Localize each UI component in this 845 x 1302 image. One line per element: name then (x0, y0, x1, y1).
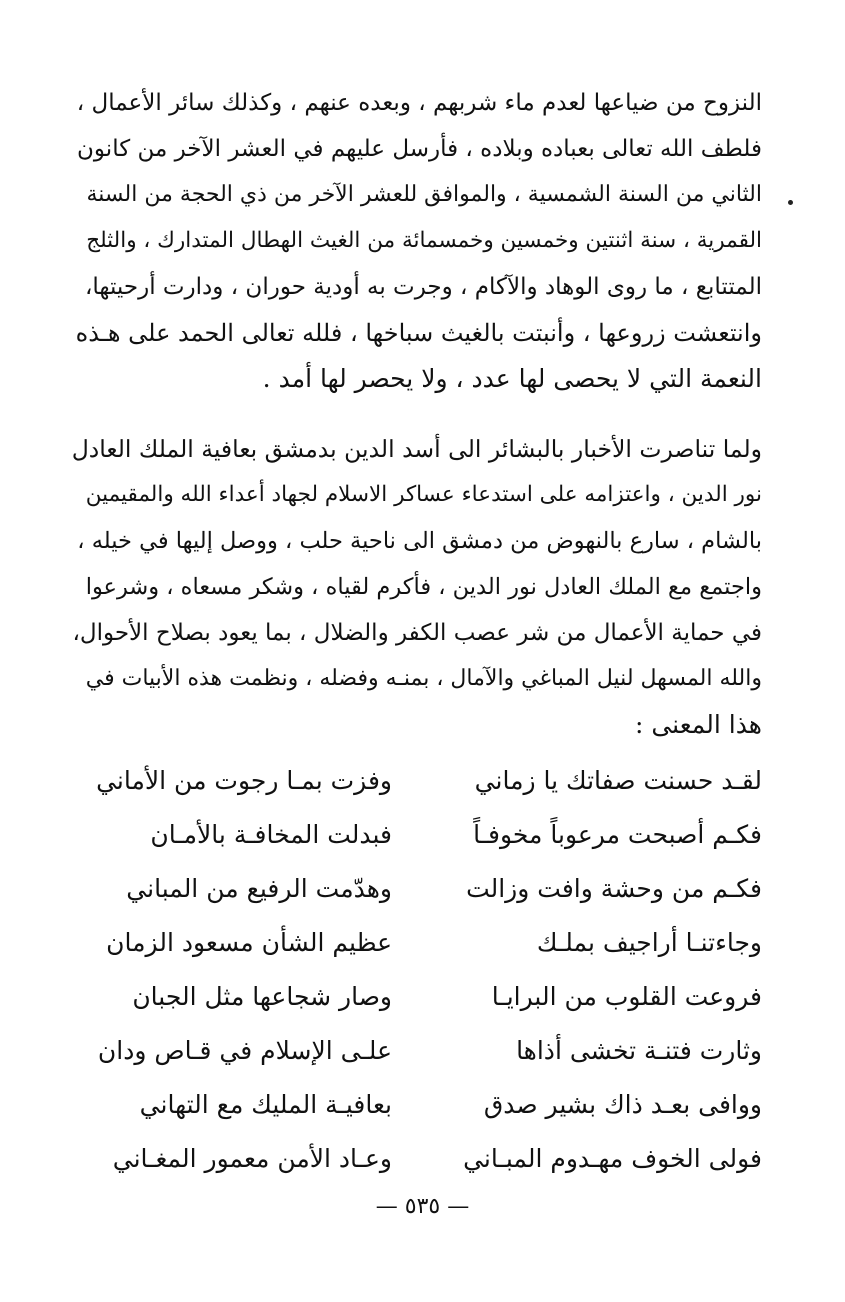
verse-first-hemistich: وثارت فتنـة تخشى أذاها (516, 1036, 762, 1065)
paragraph-2 (72, 426, 762, 748)
text-line: المتتابع ، ما روى الوهاد والآكام ، وجرت به أودية حوران ، ودارت أرحيتها، (84, 274, 762, 300)
verse-first-hemistich: فكـم من وحشة وافت وزالت (466, 874, 762, 903)
margin-dot (788, 200, 793, 205)
text-line: بالشام ، سارع بالنهوض من دمشق الى ناحية حلب ، ووصل إليها في خيله ، (77, 528, 762, 554)
text-line: هذا المعنى : (634, 710, 762, 739)
text-line: فلطف الله تعالى بعباده وبلاده ، فأرسل عليهم في العشر الآخر من كانون (77, 136, 762, 162)
verse-second-hemistich: عظيم الشأن مسعود الزمان (106, 928, 392, 957)
verse-first-hemistich: ووافى بعـد ذاك بشير صدق (483, 1090, 762, 1119)
text-line: نور الدين ، واعتزامه على استدعاء عساكر الاسلام لجهاد أعداء الله والمقيمين (85, 482, 762, 507)
verse-first-hemistich: وجاءتنـا أراجيف بملـك (536, 928, 762, 957)
poem-verse (72, 754, 762, 808)
verse-first-hemistich: فولى الخوف مهـدوم المبـاني (463, 1144, 762, 1173)
verse-second-hemistich: علـى الإسلام في قـاص ودان (97, 1036, 392, 1065)
poem (72, 754, 762, 1186)
text-line: وانتعشت زروعها ، وأنبتت بالغيث سباخها ، فلله تعالى الحمد على هـذه (75, 319, 762, 347)
verse-second-hemistich: فبدلت المخافـة بالأمـان (150, 820, 392, 849)
text-line: في حماية الأعمال من شر عصب الكفر والضلال ، بما يعود بصلاح الأحوال، (72, 620, 762, 646)
text-line: الثاني من السنة الشمسية ، والموافق للعشر الآخر من ذي الحجة من السنة (86, 182, 762, 207)
text-line: القمرية ، سنة اثنتين وخمسين وخمسمائة من الغيث الهطال المتدارك ، والثلج (86, 228, 762, 253)
verse-first-hemistich: فروعت القلوب من البرايـا (491, 982, 762, 1011)
text-line: واجتمع مع الملك العادل نور الدين ، فأكرم لقياه ، وشكر مسعاه ، وشرعوا (85, 574, 762, 600)
verse-second-hemistich: بعافيـة المليك مع التهاني (139, 1090, 392, 1119)
text-line: النزوح من ضياعها لعدم ماء شربهم ، وبعده عنهم ، وكذلك سائر الأعمال ، (76, 90, 762, 116)
verse-second-hemistich: وصار شجاعها مثل الجبان (132, 982, 392, 1011)
poem-verse (72, 808, 762, 862)
poem-verse (72, 1024, 762, 1078)
text-line: ولما تناصرت الأخبار بالبشائر الى أسد الدين بدمشق بعافية الملك العادل (72, 435, 762, 463)
verse-second-hemistich: وهدّمت الرفيع من المباني (126, 874, 392, 903)
verse-second-hemistich: وفزت بمـا رجوت من الأماني (96, 766, 392, 795)
verse-first-hemistich: فكـم أصبحت مرعوباً مخوفـاً (473, 820, 762, 849)
poem-verse (72, 970, 762, 1024)
page-number: — ٥٣٥ — (375, 1194, 470, 1219)
verse-second-hemistich: وعـاد الأمن معمور المغـاني (112, 1144, 392, 1173)
text-line: والله المسهل لنيل المباغي والآمال ، بمنـه وفضله ، ونظمت هذه الأبيات في (85, 666, 762, 691)
poem-verse (72, 1078, 762, 1132)
text-line: النعمة التي لا يحصى لها عدد ، ولا يحصر لها أمد . (262, 364, 762, 393)
poem-verse (72, 916, 762, 970)
poem-verse (72, 1132, 762, 1186)
verse-first-hemistich: لقـد حسنت صفاتك يا زماني (474, 766, 762, 795)
poem-verse (72, 862, 762, 916)
paragraph-1 (72, 80, 762, 402)
